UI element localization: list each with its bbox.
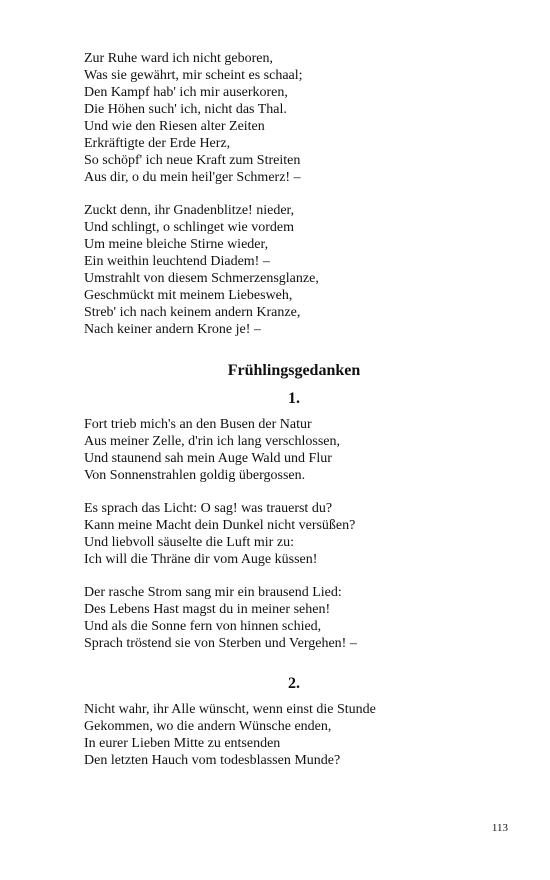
stanza xyxy=(84,202,504,338)
verse-line: Und als die Sonne fern von hinnen schied, xyxy=(84,619,322,634)
verse-line: Und liebvoll säuselte die Luft mir zu: xyxy=(84,535,294,550)
stanza xyxy=(84,500,504,568)
verse-line: Zuckt denn, ihr Gnadenblitze! nieder, xyxy=(84,203,295,218)
verse-line: Um meine bleiche Stirne wieder, xyxy=(84,237,269,252)
verse-line: Umstrahlt von diesem Schmerzensglanze, xyxy=(84,271,319,286)
verse-line: Aus meiner Zelle, d'rin ich lang verschlossen, xyxy=(84,434,341,449)
section-number: 2. xyxy=(288,675,300,692)
verse-line: Kann meine Macht dein Dunkel nicht versüßen? xyxy=(84,518,356,533)
verse-line: Sprach tröstend sie von Sterben und Vergehen! – xyxy=(84,636,357,651)
poem-title: Frühlingsgedanken xyxy=(227,362,361,379)
stanza xyxy=(84,701,504,769)
verse-line: Aus dir, o du mein heil'ger Schmerz! – xyxy=(84,170,301,185)
verse-line: Und staunend sah mein Auge Wald und Flur xyxy=(84,451,332,466)
verse-line: Gekommen, wo die andern Wünsche enden, xyxy=(84,719,332,734)
verse-line: Es sprach das Licht: O sag! was trauerst du? xyxy=(84,501,333,516)
verse-line: Die Höhen such' ich, nicht das Thal. xyxy=(84,102,287,117)
verse-line: Ein weithin leuchtend Diadem! – xyxy=(84,254,270,269)
stanza xyxy=(84,584,504,652)
verse-line: In eurer Lieben Mitte zu entsenden xyxy=(84,736,281,751)
verse-line: Nach keiner andern Krone je! – xyxy=(84,322,261,337)
verse-line: So schöpf' ich neue Kraft zum Streiten xyxy=(84,153,301,168)
verse-line: Streb' ich nach keinem andern Kranze, xyxy=(84,305,301,320)
verse-line: Fort trieb mich's an den Busen der Natur xyxy=(84,417,312,432)
verse-line: Zur Ruhe ward ich nicht geboren, xyxy=(84,51,273,66)
stanza xyxy=(84,50,504,186)
verse-line: Von Sonnenstrahlen goldig übergossen. xyxy=(84,468,306,483)
page-text xyxy=(84,50,504,769)
section-number: 1. xyxy=(288,390,300,407)
verse-line: Den Kampf hab' ich mir auserkoren, xyxy=(84,85,288,100)
verse-line: Den letzten Hauch vom todesblassen Munde? xyxy=(84,753,341,768)
page-number: 113 xyxy=(491,822,508,834)
verse-line: Nicht wahr, ihr Alle wünscht, wenn einst die Stunde xyxy=(84,702,376,717)
verse-line: Und schlingt, o schlinget wie vordem xyxy=(84,220,294,235)
verse-line: Der rasche Strom sang mir ein brausend Lied: xyxy=(84,585,342,600)
verse-line: Was sie gewährt, mir scheint es schaal; xyxy=(84,68,303,83)
verse-line: Und wie den Riesen alter Zeiten xyxy=(84,119,265,134)
stanza xyxy=(84,416,504,484)
verse-line: Des Lebens Hast magst du in meiner sehen! xyxy=(84,602,331,617)
verse-line: Ich will die Thräne dir vom Auge küssen! xyxy=(84,552,318,567)
verse-line: Geschmückt mit meinem Liebesweh, xyxy=(84,288,293,303)
verse-line: Erkräftigte der Erde Herz, xyxy=(84,136,231,151)
